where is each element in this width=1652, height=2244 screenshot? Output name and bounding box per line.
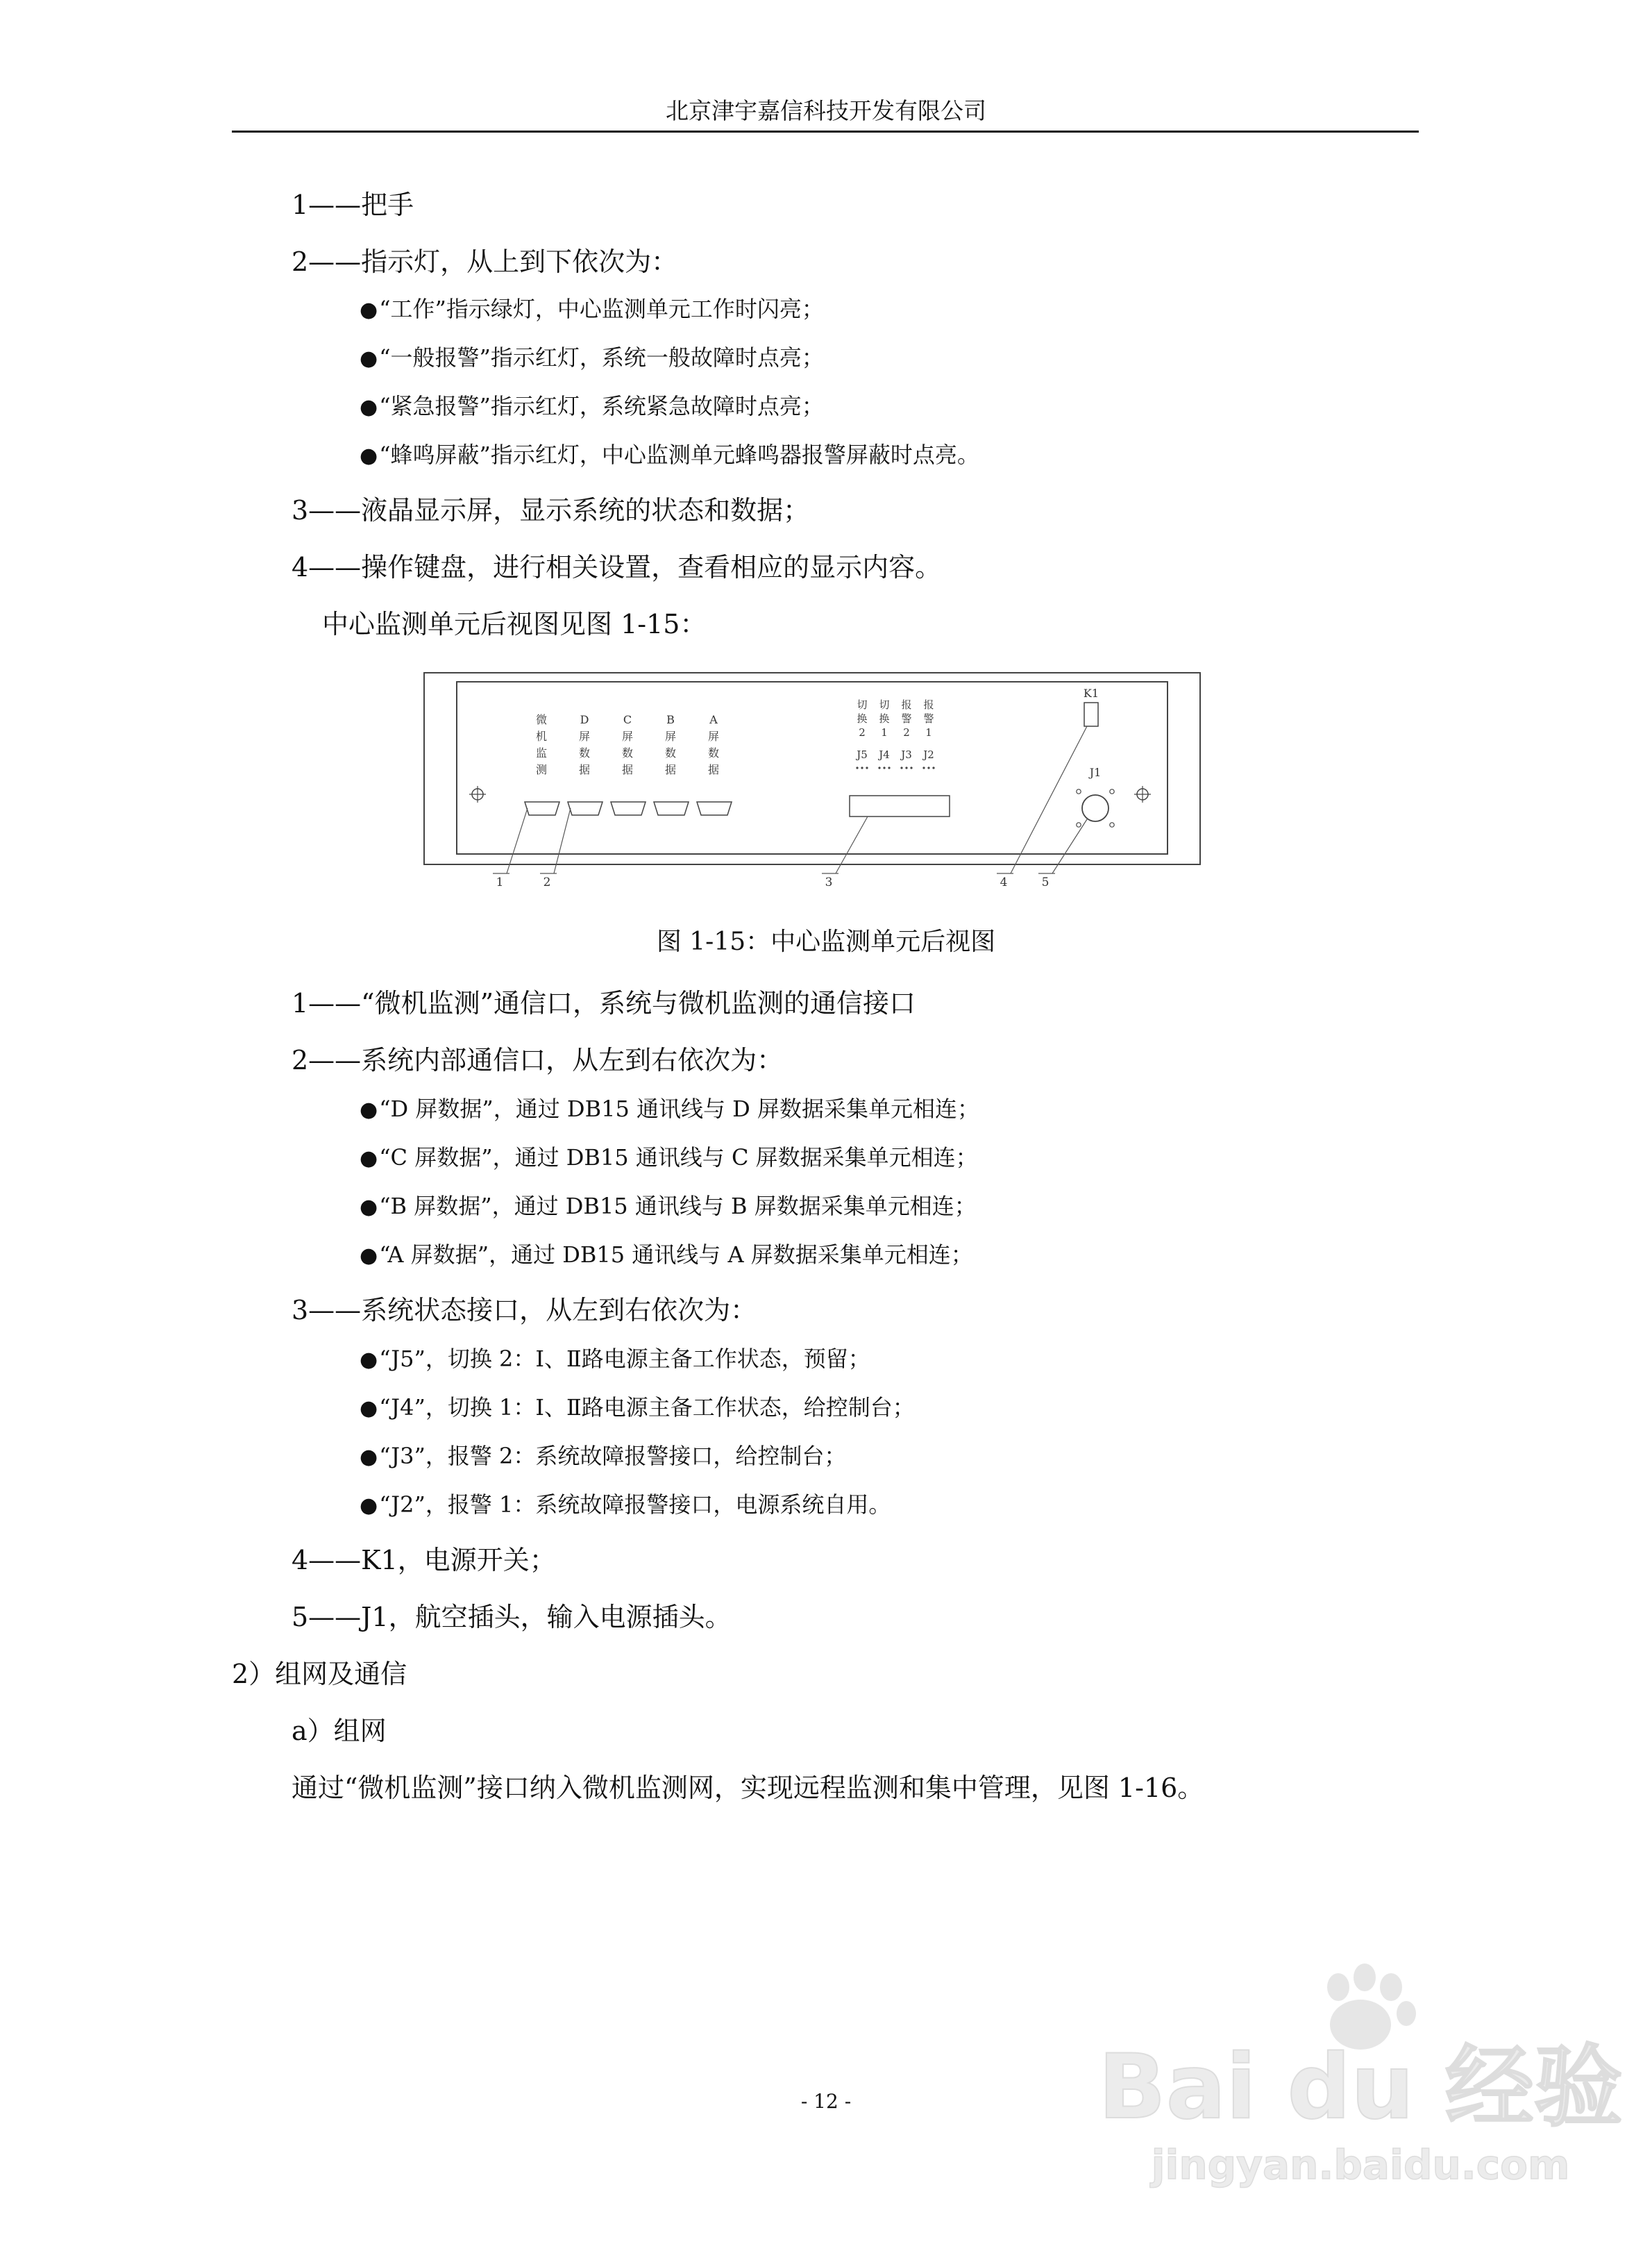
bullet-icon: ● xyxy=(360,1098,378,1122)
port-label-char: 屏 xyxy=(578,730,591,743)
baidu-watermark xyxy=(1098,1944,1623,2208)
status-label-char: 换 xyxy=(857,712,868,725)
rear-bullet xyxy=(360,1487,891,1519)
callout-number-3: 3 xyxy=(825,876,833,889)
rear-item-5: 5——J1，航空插头，输入电源插头。 xyxy=(292,1602,732,1632)
port-label-char: 数 xyxy=(664,746,677,760)
port-label-char: 据 xyxy=(664,763,677,776)
network-paragraph: 通过“微机监测”接口纳入微机监测网，实现远程监测和集中管理，见图 1-16。 xyxy=(292,1773,1204,1803)
rear-bullet xyxy=(360,1341,870,1373)
status-label-char: 切 xyxy=(879,698,890,711)
leader-line-4 xyxy=(1011,726,1087,873)
port-label-char: C xyxy=(623,713,632,726)
status-label-char: 2 xyxy=(859,726,866,739)
callout-number-2: 2 xyxy=(543,876,551,889)
rear-item-2: 2——系统内部通信口，从左到右依次为： xyxy=(292,1045,784,1075)
rear-bullet xyxy=(360,1439,846,1471)
port-label-char: 测 xyxy=(535,763,548,776)
rear-bullet-text: “C 屏数据”，通过 DB15 通讯线与 C 屏数据采集单元相连； xyxy=(379,1144,978,1171)
front-item-1: 1——把手 xyxy=(292,190,414,220)
callout-number-1: 1 xyxy=(496,876,504,889)
chassis-panel xyxy=(457,682,1168,854)
port-label-char: 屏 xyxy=(664,730,677,743)
status-label-char: 警 xyxy=(923,712,934,725)
status-label-char: 换 xyxy=(879,712,890,725)
bullet-icon: ● xyxy=(360,1244,378,1268)
bullet-icon: ● xyxy=(360,1195,378,1219)
subheading-networking: a）组网 xyxy=(292,1716,387,1746)
port-label-char: 监 xyxy=(535,746,548,760)
status-terminal-block xyxy=(850,796,950,817)
front-bullet-text: “紧急报警”指示红灯，系统紧急故障时点亮； xyxy=(379,393,824,419)
bullet-icon: ● xyxy=(360,346,378,371)
connector-label: J1 xyxy=(1089,766,1102,779)
status-label-char: 警 xyxy=(901,712,912,725)
jack-label-j3: J3 xyxy=(901,748,912,761)
status-label-char: 1 xyxy=(925,726,932,739)
rear-item-4: 4——K1，电源开关； xyxy=(292,1545,556,1575)
front-bullet-text: “蜂鸣屏蔽”指示红灯，中心监测单元蜂鸣器报警屏蔽时点亮。 xyxy=(379,442,979,468)
rear-bullet xyxy=(360,1390,915,1422)
leader-line-5 xyxy=(1052,819,1087,873)
port-label-char: 屏 xyxy=(707,730,720,743)
rear-bullet xyxy=(360,1091,979,1123)
rear-bullet xyxy=(360,1189,977,1221)
status-label-char: 报 xyxy=(923,698,934,711)
callout-number-4: 4 xyxy=(1000,876,1008,889)
front-bullet xyxy=(360,340,824,372)
bullet-icon: ● xyxy=(360,395,378,419)
rear-bullet-text: “J2”，报警 1：系统故障报警接口，电源系统自用。 xyxy=(379,1491,891,1518)
port-label-char: 数 xyxy=(707,746,720,760)
bullet-icon: ● xyxy=(360,1146,378,1171)
port-label-char: 屏 xyxy=(621,730,634,743)
port-label-char: 机 xyxy=(535,730,548,743)
jack-pins xyxy=(856,767,934,769)
figure-caption: 图 1-15：中心监测单元后视图 xyxy=(656,928,996,956)
port-label-char: 据 xyxy=(578,763,591,776)
status-label-char: 报 xyxy=(901,698,912,711)
jack-label-j5: J5 xyxy=(857,748,868,761)
port-label-char: 据 xyxy=(707,763,720,776)
port-label-char: B xyxy=(666,713,675,726)
switch-label: K1 xyxy=(1083,687,1099,700)
power-switch xyxy=(1084,703,1098,726)
mount-hole-left xyxy=(469,786,486,803)
bullet-icon: ● xyxy=(360,1445,378,1469)
rear-bullet xyxy=(360,1140,978,1172)
rear-view-figure xyxy=(423,672,1201,889)
front-bullet-text: “工作”指示绿灯，中心监测单元工作时闪亮； xyxy=(379,296,824,322)
front-item-3: 3——液晶显示屏，显示系统的状态和数据； xyxy=(292,495,810,526)
port-label-char: 数 xyxy=(621,746,634,760)
rear-bullet-text: “B 屏数据”，通过 DB15 通讯线与 B 屏数据采集单元相连； xyxy=(379,1193,977,1219)
rear-bullet-text: “J5”，切换 2：Ⅰ、Ⅱ路电源主备工作状态，预留； xyxy=(379,1346,870,1372)
section-heading-network: 2）组网及通信 xyxy=(232,1659,407,1689)
front-bullet xyxy=(360,389,824,421)
front-bullet-text: “一般报警”指示红灯，系统一般故障时点亮； xyxy=(379,344,824,371)
front-bullet xyxy=(360,437,979,469)
rear-view-intro: 中心监测单元后视图见图 1-15： xyxy=(322,609,707,639)
rear-bullet-text: “J3”，报警 2：系统故障报警接口，给控制台； xyxy=(379,1443,847,1469)
front-item-2: 2——指示灯，从上到下依次为： xyxy=(292,246,678,277)
front-bullet xyxy=(360,292,824,324)
status-label-char: 切 xyxy=(857,698,868,711)
db-connector-d xyxy=(568,802,602,815)
bullet-icon: ● xyxy=(360,1493,378,1518)
db-connector-a xyxy=(697,802,732,815)
rear-item-1: 1——“微机监测”通信口，系统与微机监测的通信接口 xyxy=(292,988,916,1019)
port-label-char: 数 xyxy=(578,746,591,760)
rear-bullet xyxy=(360,1237,973,1269)
rear-bullet-text: “A 屏数据”，通过 DB15 通讯线与 A 屏数据采集单元相连； xyxy=(379,1241,973,1268)
jack-label-j2: J2 xyxy=(923,748,934,761)
rear-bullet-text: “J4”，切换 1：Ⅰ、Ⅱ路电源主备工作状态，给控制台； xyxy=(379,1394,915,1421)
watermark-brand: Bai du 经验 xyxy=(1098,2036,1623,2139)
callout-number-5: 5 xyxy=(1041,876,1050,889)
port-label-char: 据 xyxy=(621,763,634,776)
port-label-char: A xyxy=(709,713,718,726)
db-connector-c xyxy=(611,802,646,815)
page-number: - 12 - xyxy=(800,2090,852,2113)
bullet-icon: ● xyxy=(360,444,378,468)
leader-line-1 xyxy=(507,808,528,873)
port-label-char: 微 xyxy=(535,713,548,726)
jack-label-j4: J4 xyxy=(879,748,890,761)
leader-line-2 xyxy=(554,808,571,873)
aviation-connector xyxy=(1077,789,1114,827)
watermark-url: jingyan.baidu.com xyxy=(1151,2141,1570,2188)
front-item-4: 4——操作键盘，进行相关设置，查看相应的显示内容。 xyxy=(292,552,942,583)
rear-bullet-text: “D 屏数据”，通过 DB15 通讯线与 D 屏数据采集单元相连； xyxy=(379,1096,979,1122)
db-connector-weiji xyxy=(525,802,559,815)
mount-hole-right xyxy=(1134,786,1151,803)
port-label-char: D xyxy=(580,713,589,726)
db-connector-b xyxy=(654,802,689,815)
bullet-icon: ● xyxy=(360,298,378,322)
bullet-icon: ● xyxy=(360,1396,378,1421)
page-header: 北京津宇嘉信科技开发有限公司 xyxy=(666,97,986,124)
bullet-icon: ● xyxy=(360,1348,378,1372)
rear-item-3: 3——系统状态接口，从左到右依次为： xyxy=(292,1295,757,1325)
status-label-char: 1 xyxy=(881,726,888,739)
status-label-char: 2 xyxy=(903,726,910,739)
header-rule xyxy=(232,131,1419,133)
